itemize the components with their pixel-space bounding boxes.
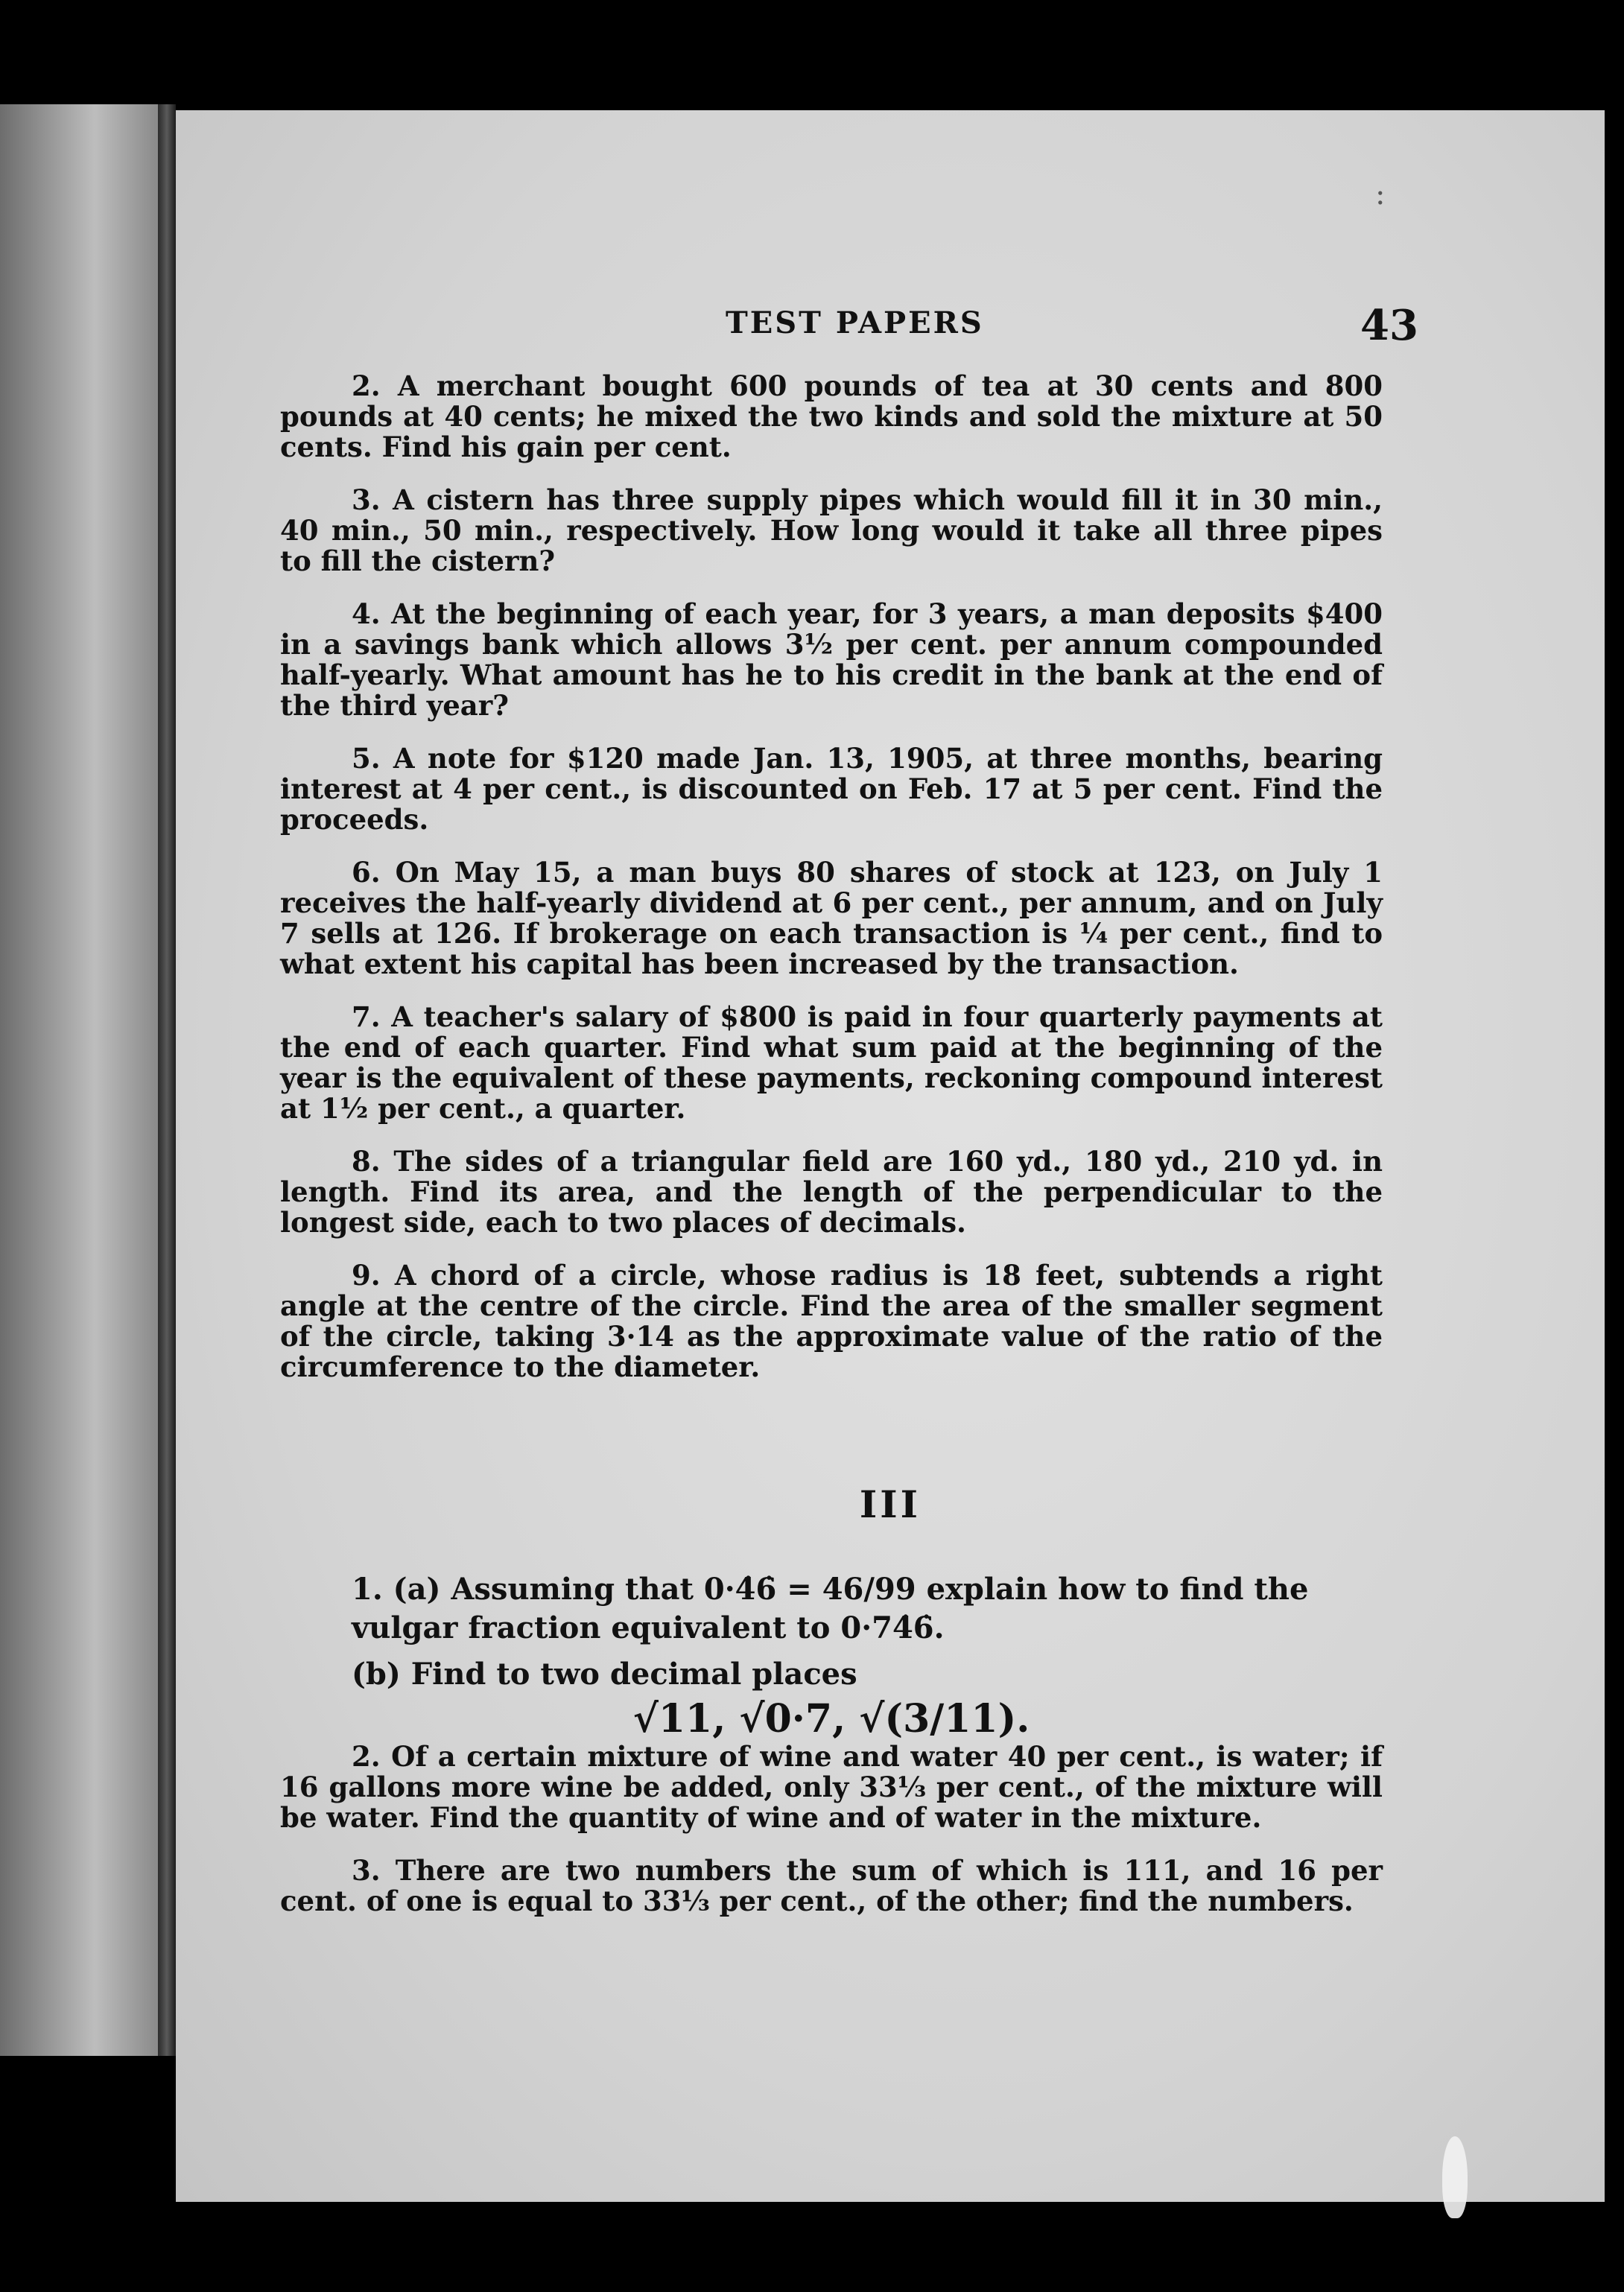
book-page (176, 110, 1605, 2202)
problem-7: 7. A teacher's salary of $800 is paid in four quarterly payments at the end of each quarter. Find what sum paid at the beginning of the year is the equivalent of these payments, reckoning compound interest at 1½ per cent., a quarter. (280, 1000, 1383, 1125)
facing-page-edge (0, 104, 158, 2056)
question-3: 3. There are two numbers the sum of which is 111, and 16 per cent. of one is equal to 33⅓ per cent., of the other; find the numbers. (280, 1854, 1383, 1917)
section-three-problems (280, 1570, 1383, 1939)
problem-2: 2. A merchant bought 600 pounds of tea at 30 cents and 800 pounds at 40 cents; he mixed the two kinds and sold the mixture at 50 cents. Find his gain per cent. (280, 369, 1383, 463)
book-spine (158, 104, 176, 2056)
square-root-formula: √11, √0·7, √(3/11). (632, 1696, 1030, 1742)
problem-4: 4. At the beginning of each year, for 3 years, a man deposits $400 in a savings bank which allows 3½ per cent. per annum compounded half-yearly. What amount has he to his credit in the bank at the end of the third year? (280, 597, 1383, 722)
margin-mark: : (1375, 177, 1386, 212)
running-head: TEST PAPERS (726, 305, 984, 340)
problem-6: 6. On May 15, a man buys 80 shares of stock at 123, on July 1 receives the half-yearly dividend at 6 per cent., per annum, and on July 7 sells at 126. If brokerage on each transaction is ¼ per cent., find to what extent his capital has been increased by the transaction. (280, 856, 1383, 980)
remaining-questions (280, 1742, 1383, 1917)
problem-8: 8. The sides of a triangular field are 160 yd., 180 yd., 210 yd. in length. Find its area, and the length of the perpendicular to the longest side, each to two places of decimals. (280, 1145, 1383, 1239)
problem-5: 5. A note for $120 made Jan. 13, 1905, at three months, bearing interest at 4 per cent., is discounted on Feb. 17 at 5 per cent. Find the proceeds. (280, 742, 1383, 836)
problem-9: 9. A chord of a circle, whose radius is 18 feet, subtends a right angle at the centre of the circle. Find the area of the smaller segment of the circle, taking 3·14 as the approximate value of the ratio of the circumference to the diameter. (280, 1259, 1383, 1383)
section-heading: III (859, 1482, 922, 1526)
problem-list (280, 371, 1383, 1405)
question-2: 2. Of a certain mixture of wine and water 40 per cent., is water; if 16 gallons more wine be added, only 33⅓ per cent., of the mixture will be water. Find the quantity of wine and of water in the mixture. (280, 1740, 1383, 1834)
page-number: 43 (1360, 301, 1418, 350)
problem-3: 3. A cistern has three supply pipes which would fill it in 30 min., 40 min., 50 min., respectively. How long would it take all three pipes to fill the cistern? (280, 483, 1383, 577)
question-1a: 1. (a) Assuming that 0·4̇6̇ = 46/99 explain how to find the vulgar fraction equivalent to 0·74̇6̇. (352, 1572, 1309, 1645)
paper-stain (1442, 2136, 1468, 2218)
question-1b: (b) Find to two decimal places (352, 1657, 857, 1692)
page-header (176, 301, 1605, 365)
